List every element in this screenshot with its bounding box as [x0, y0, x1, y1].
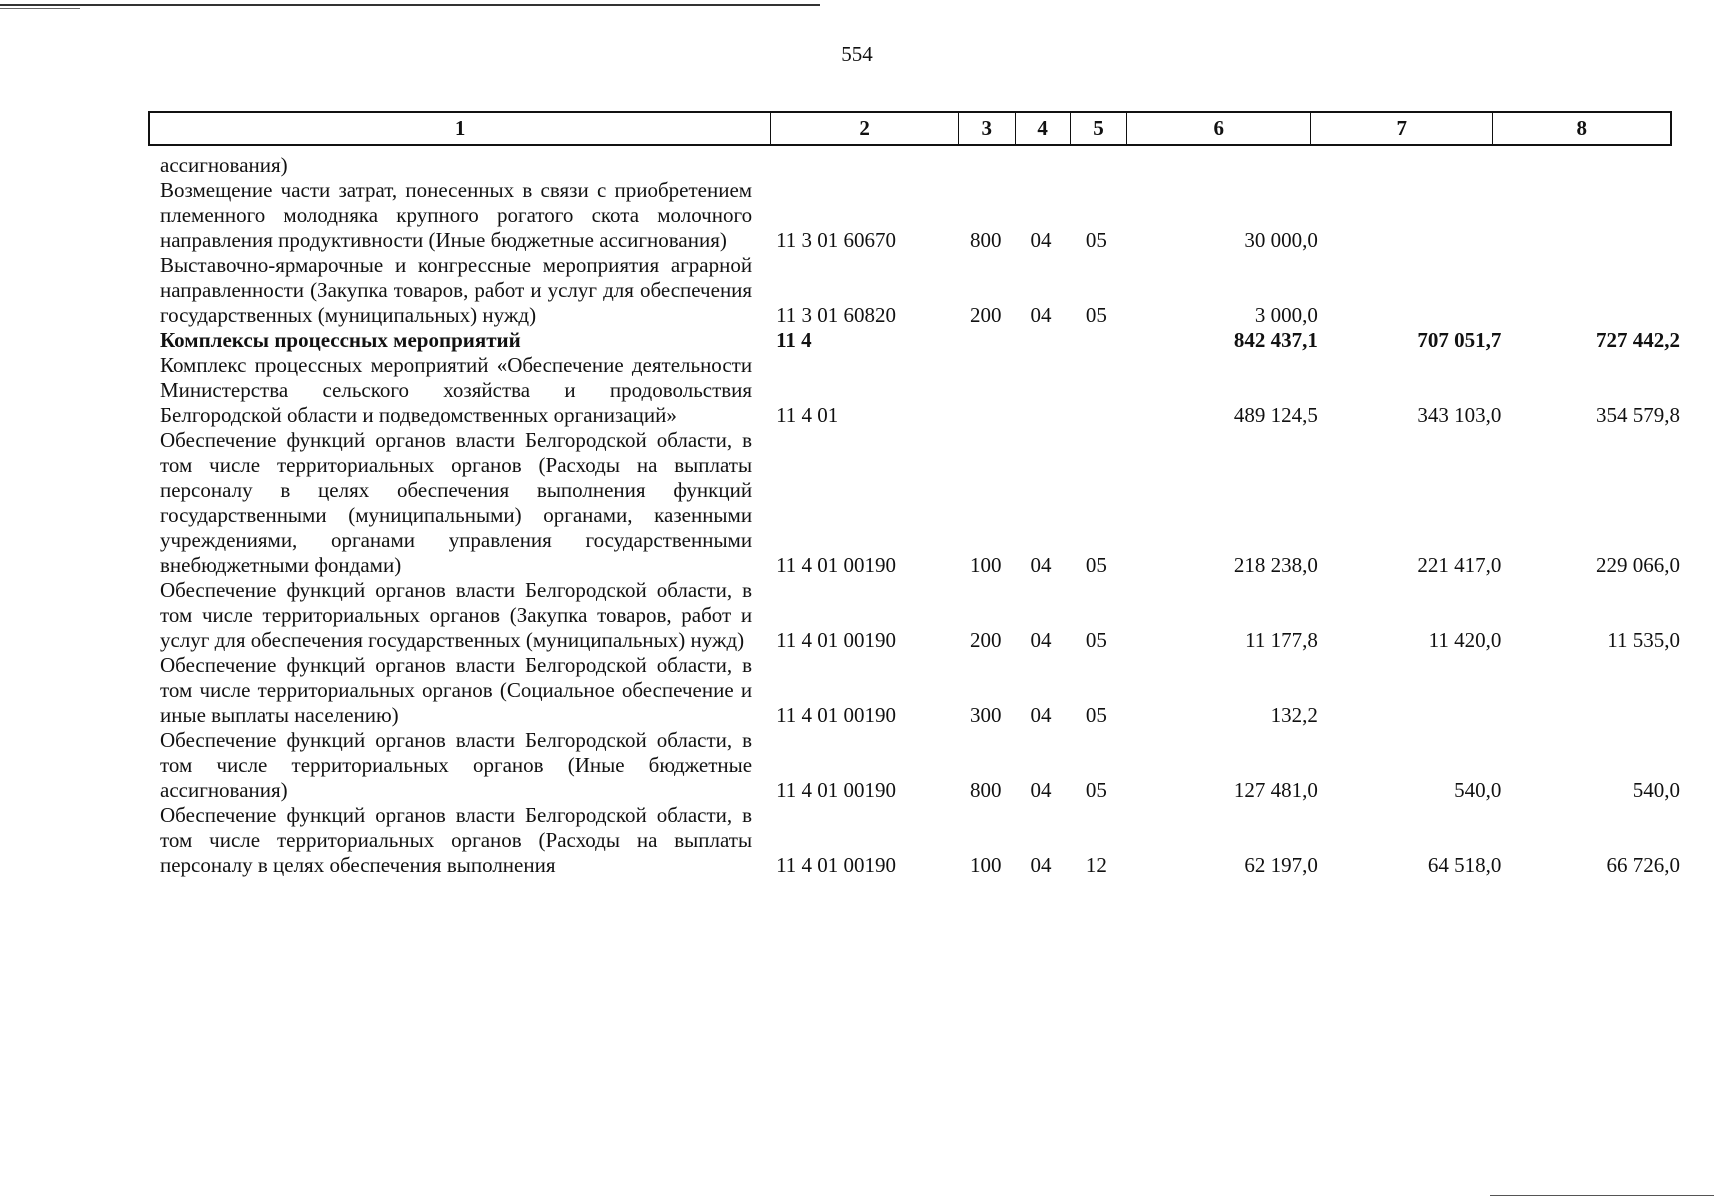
table-row — [160, 153, 1680, 178]
row-description: Обеспечение функций органов власти Белгородской области, в том числе территориальных органов (Закупка товаров, работ и услуг для обеспечения государственных (муниципальных) нужд) — [160, 578, 753, 652]
column-header-8: 8 — [1576, 116, 1587, 140]
row-description: Выставочно-ярмарочные и конгрессные мероприятия аграрной направленности (Закупка товаров, работ и услуг для обеспечения государственных (муниципальных) нужд) — [160, 253, 753, 327]
table-row — [160, 253, 1680, 328]
row-col-3: 800 — [970, 228, 1002, 252]
row-col-4: 04 — [1030, 703, 1052, 727]
row-description: Комплекс процессных мероприятий «Обеспечение деятельности Министерства сельского хозяйства и продовольствия Белгородской области и подведомственных организаций» — [160, 353, 753, 427]
row-value-7: 540,0 — [1454, 778, 1502, 802]
scan-edge-line — [0, 4, 820, 6]
row-value-6: 489 124,5 — [1233, 403, 1318, 427]
scan-edge-line — [0, 8, 80, 9]
row-value-8: 11 535,0 — [1607, 628, 1681, 652]
row-value-7: 221 417,0 — [1417, 553, 1502, 577]
column-header-7: 7 — [1311, 113, 1494, 144]
table-row — [160, 328, 1680, 353]
row-col-5: 05 — [1085, 703, 1107, 727]
row-code: 11 4 01 00190 — [776, 703, 897, 727]
row-col-3: 200 — [970, 303, 1002, 327]
row-value-6: 127 481,0 — [1233, 778, 1318, 802]
table-row — [160, 728, 1680, 803]
row-col-5: 05 — [1085, 553, 1107, 577]
row-value-7: 343 103,0 — [1417, 403, 1502, 427]
row-value-8: 66 726,0 — [1606, 853, 1681, 877]
row-col-5: 05 — [1085, 228, 1107, 252]
row-value-8: 727 442,2 — [1596, 328, 1681, 352]
row-col-4: 04 — [1030, 778, 1052, 802]
row-value-6: 30 000,0 — [1244, 228, 1318, 252]
table-row — [160, 803, 1680, 878]
row-col-4: 04 — [1030, 553, 1052, 577]
column-header-4: 4 — [1016, 113, 1071, 144]
row-description: Обеспечение функций органов власти Белгородской области, в том числе территориальных органов (Расходы на выплаты персоналу в целях обеспечения выполнения — [160, 803, 753, 877]
table-row — [160, 578, 1680, 653]
column-header-3: 3 — [959, 113, 1016, 144]
row-description: Возмещение части затрат, понесенных в связи с приобретением племенного молодняка крупного рогатого скота молочного направления продуктивности (Иные бюджетные ассигнования) — [160, 178, 753, 252]
row-value-7: 64 518,0 — [1427, 853, 1502, 877]
row-code: 11 4 01 00190 — [776, 853, 897, 877]
row-col-3: 200 — [970, 628, 1002, 652]
table-row — [160, 653, 1680, 728]
row-description: Обеспечение функций органов власти Белгородской области, в том числе территориальных органов (Расходы на выплаты персоналу в целях обеспечения выполнения функций государственными (муниципальными) органами, казенными учреждениями, органами управления государственными внебюджетными фондами) — [160, 428, 753, 577]
row-description: Обеспечение функций органов власти Белгородской области, в том числе территориальных органов (Социальное обеспечение и иные выплаты населению) — [160, 653, 753, 727]
table-body — [160, 153, 1680, 878]
row-code: 11 4 — [776, 328, 812, 352]
row-col-4: 04 — [1030, 303, 1052, 327]
row-value-7: 707 051,7 — [1417, 328, 1502, 352]
row-value-8: 354 579,8 — [1596, 403, 1681, 427]
row-col-4: 04 — [1030, 228, 1052, 252]
row-value-7: 11 420,0 — [1428, 628, 1502, 652]
row-code: 11 4 01 00190 — [776, 628, 897, 652]
row-code: 11 4 01 00190 — [776, 778, 897, 802]
row-description: Обеспечение функций органов власти Белгородской области, в том числе территориальных органов (Иные бюджетные ассигнования) — [160, 728, 753, 802]
column-header-2: 2 — [771, 113, 959, 144]
row-value-6: 3 000,0 — [1254, 303, 1318, 327]
row-code: 11 4 01 — [776, 403, 839, 427]
table-row — [160, 428, 1680, 578]
row-col-3: 100 — [970, 853, 1002, 877]
row-col-5: 05 — [1085, 303, 1107, 327]
row-col-5: 12 — [1085, 853, 1107, 877]
row-col-3: 100 — [970, 553, 1002, 577]
row-col-5: 05 — [1085, 778, 1107, 802]
row-value-6: 132,2 — [1270, 703, 1318, 727]
row-code: 11 3 01 60820 — [776, 303, 897, 327]
page-number: 554 — [841, 42, 873, 66]
row-value-8: 540,0 — [1632, 778, 1681, 802]
row-value-8: 229 066,0 — [1596, 553, 1681, 577]
row-col-4: 04 — [1030, 853, 1052, 877]
row-code: 11 4 01 00190 — [776, 553, 897, 577]
row-description: ассигнования) — [160, 153, 288, 177]
row-code: 11 3 01 60670 — [776, 228, 897, 252]
row-value-6: 218 238,0 — [1233, 553, 1318, 577]
column-header-1: 1 — [150, 113, 771, 144]
table-row — [160, 178, 1680, 253]
row-value-6: 62 197,0 — [1244, 853, 1318, 877]
scan-edge-line — [1490, 1195, 1714, 1196]
column-header-6: 6 — [1127, 113, 1311, 144]
row-value-6: 842 437,1 — [1233, 328, 1318, 352]
row-col-3: 300 — [970, 703, 1002, 727]
row-col-3: 800 — [970, 778, 1002, 802]
table-header-row — [148, 111, 1672, 146]
column-header-5: 5 — [1071, 113, 1128, 144]
row-value-6: 11 177,8 — [1245, 628, 1318, 652]
row-col-4: 04 — [1030, 628, 1052, 652]
table-row — [160, 353, 1680, 428]
row-description: Комплексы процессных мероприятий — [160, 328, 521, 352]
row-col-5: 05 — [1085, 628, 1107, 652]
